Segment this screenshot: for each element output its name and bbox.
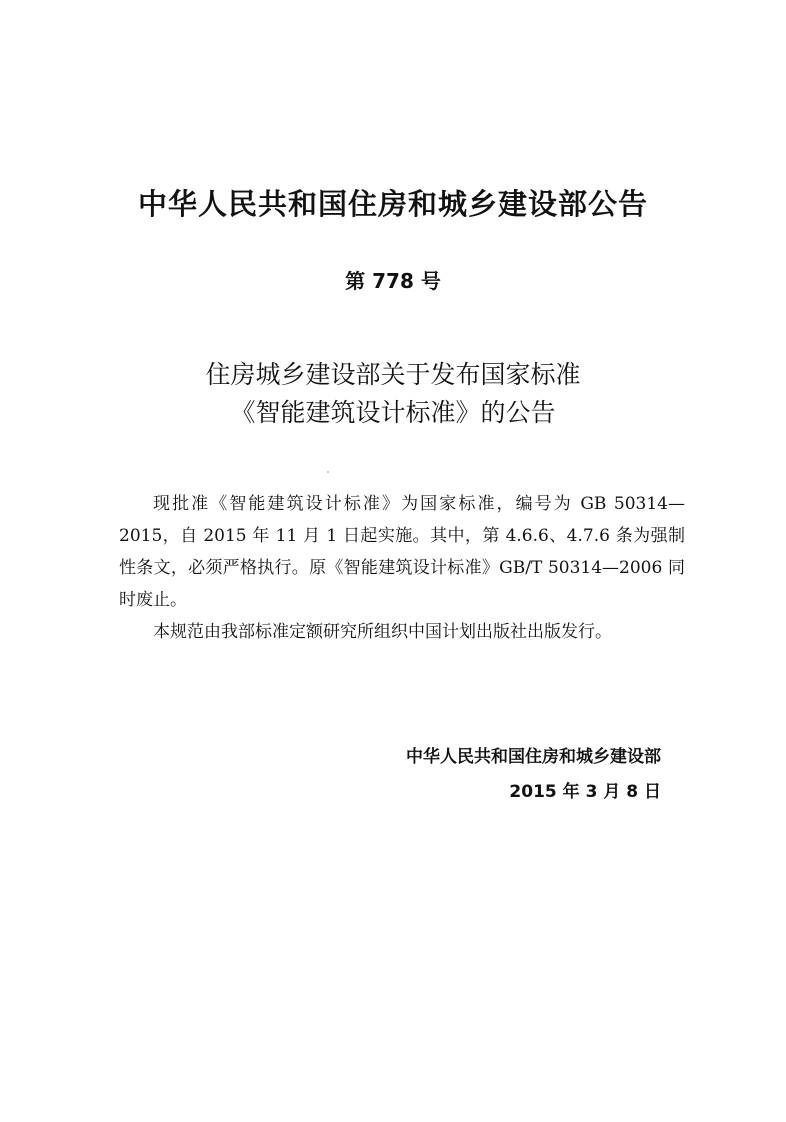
body-paragraph-1: 现批准《智能建筑设计标准》为国家标准，编号为 GB 50314—2015，自 2015 年 11 月 1 日起实施。其中，第 4.6.6、4.7.6 条为强制性条文，必须严格执行。原《智能建筑设计标准》GB/T 50314—2006 同时废止。 <box>119 494 685 610</box>
subject-line-1: 住房城乡建设部关于发布国家标准 <box>205 360 581 389</box>
issuer-name: 中华人民共和国住房和城乡建设部 <box>406 747 661 767</box>
ministry-title: 中华人民共和国住房和城乡建设部公告 <box>137 187 648 221</box>
issue-date: 2015 年 3 月 8 日 <box>509 782 661 802</box>
subject-line-2: 《智能建筑设计标准》的公告 <box>230 398 556 427</box>
body-paragraph-2: 本规范由我部标准定额研究所组织中国计划出版社出版发行。 <box>153 622 612 642</box>
signature-block <box>406 740 661 810</box>
announcement-subject <box>0 356 786 432</box>
scan-speck <box>327 471 329 473</box>
announcement-body <box>119 488 685 648</box>
announcement-number: 第 778 号 <box>345 269 441 293</box>
